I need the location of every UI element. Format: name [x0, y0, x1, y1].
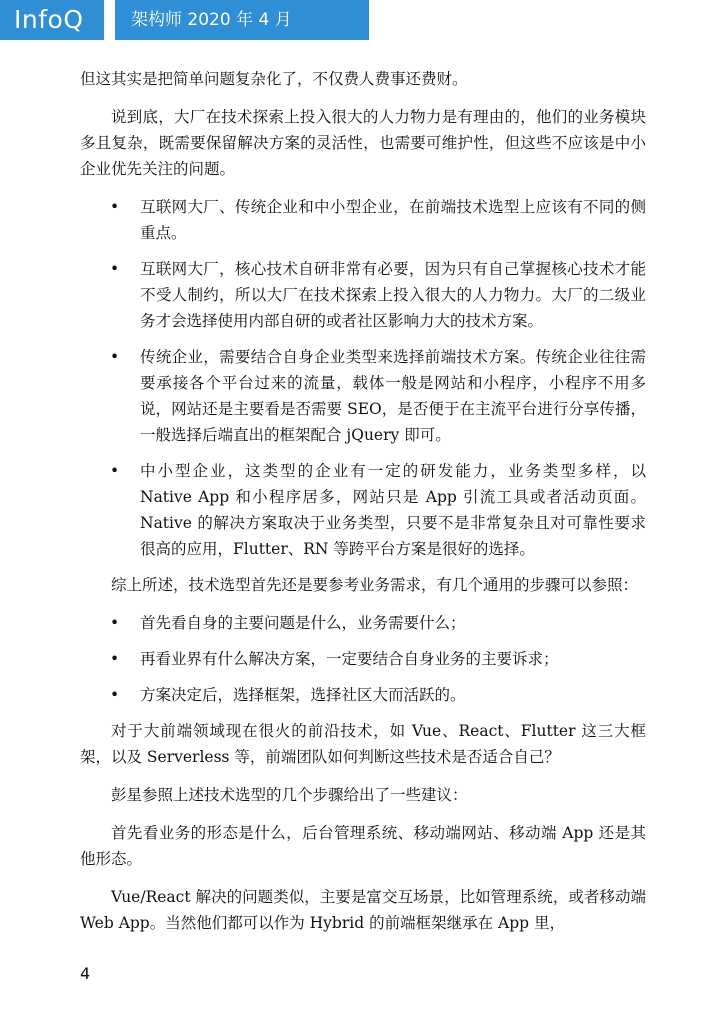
bullet-icon: • — [110, 462, 120, 480]
list-item — [80, 256, 646, 334]
list-item — [80, 458, 646, 562]
paragraph: 对于大前端领域现在很火的前沿技术，如 Vue、React、Flutter 这三大框架，以及 Serverless 等，前端团队如何判断这些技术是否适合自己？ — [80, 722, 646, 766]
page-number: 4 — [80, 964, 91, 983]
paragraph: 首先看业务的形态是什么，后台管理系统、移动端网站、移动端 App 还是其他形态。 — [80, 824, 646, 868]
list-item-text: 互联网大厂，核心技术自研非常有必要，因为只有自己掌握核心技术才能不受人制约，所以大厂在技术探索上投入很大的人力物力。大厂的二级业务才会选择使用内部自研的或者社区影响力大的技术方案。 — [140, 260, 646, 330]
issue-title: 架构师 2020 年 4 月 — [115, 0, 369, 40]
list-item-text: 再看业界有什么解决方案，一定要结合自身业务的主要诉求； — [140, 650, 559, 668]
paragraph: Vue/React 解决的问题类似，主要是富交互场景，比如管理系统，或者移动端 Web App。当然他们都可以作为 Hybrid 的前端框架继承在 App 里， — [80, 888, 646, 932]
bullet-icon: • — [110, 650, 120, 668]
list-item — [80, 682, 646, 708]
article-body — [80, 66, 646, 948]
bullet-icon: • — [110, 260, 120, 278]
list-item — [80, 646, 646, 672]
bullet-list-selection-steps — [80, 610, 646, 708]
list-item-text: 中小型企业，这类型的企业有一定的研发能力，业务类型多样，以 Native App 和小程序居多，网站只是 App 引流工具或者活动页面。Native 的解决方案取决于业务类型，只要不是非常复杂且对可靠性要求很高的应用，Flutter、RN 等跨平台方案是很好的选择。 — [140, 462, 646, 558]
bullet-icon: • — [110, 614, 120, 632]
paragraph: 说到底，大厂在技术探索上投入很大的人力物力是有理由的，他们的业务模块多且复杂，既需要保留解决方案的灵活性，也需要可维护性，但这些不应该是中小企业优先关注的问题。 — [80, 108, 646, 178]
list-item-text: 互联网大厂、传统企业和中小型企业，在前端技术选型上应该有不同的侧重点。 — [140, 198, 646, 242]
bullet-icon: • — [110, 686, 120, 704]
list-item — [80, 344, 646, 448]
list-item-text: 方案决定后，选择框架，选择社区大而活跃的。 — [140, 686, 466, 704]
paragraph: 但这其实是把简单问题复杂化了，不仅费人费事还费财。 — [80, 70, 468, 88]
list-item-text: 首先看自身的主要问题是什么，业务需要什么； — [140, 614, 466, 632]
page-header — [0, 0, 725, 40]
list-item-text: 传统企业，需要结合自身企业类型来选择前端技术方案。传统企业往往需要承接各个平台过来的流量，载体一般是网站和小程序，小程序不用多说，网站还是主要看是否需要 SEO，是否便于在主流平台进行分享传播，一般选择后端直出的框架配合 jQuery 即可。 — [140, 348, 646, 444]
bullet-icon: • — [110, 348, 120, 366]
bullet-list-enterprise-types — [80, 194, 646, 562]
paragraph: 彭星参照上述技术选型的几个步骤给出了一些建议： — [111, 786, 468, 804]
bullet-icon: • — [110, 198, 120, 216]
paragraph: 综上所述，技术选型首先还是要参考业务需求，有几个通用的步骤可以参照： — [111, 576, 639, 594]
infoq-logo: InfoQ — [0, 0, 104, 40]
list-item — [80, 194, 646, 246]
list-item — [80, 610, 646, 636]
